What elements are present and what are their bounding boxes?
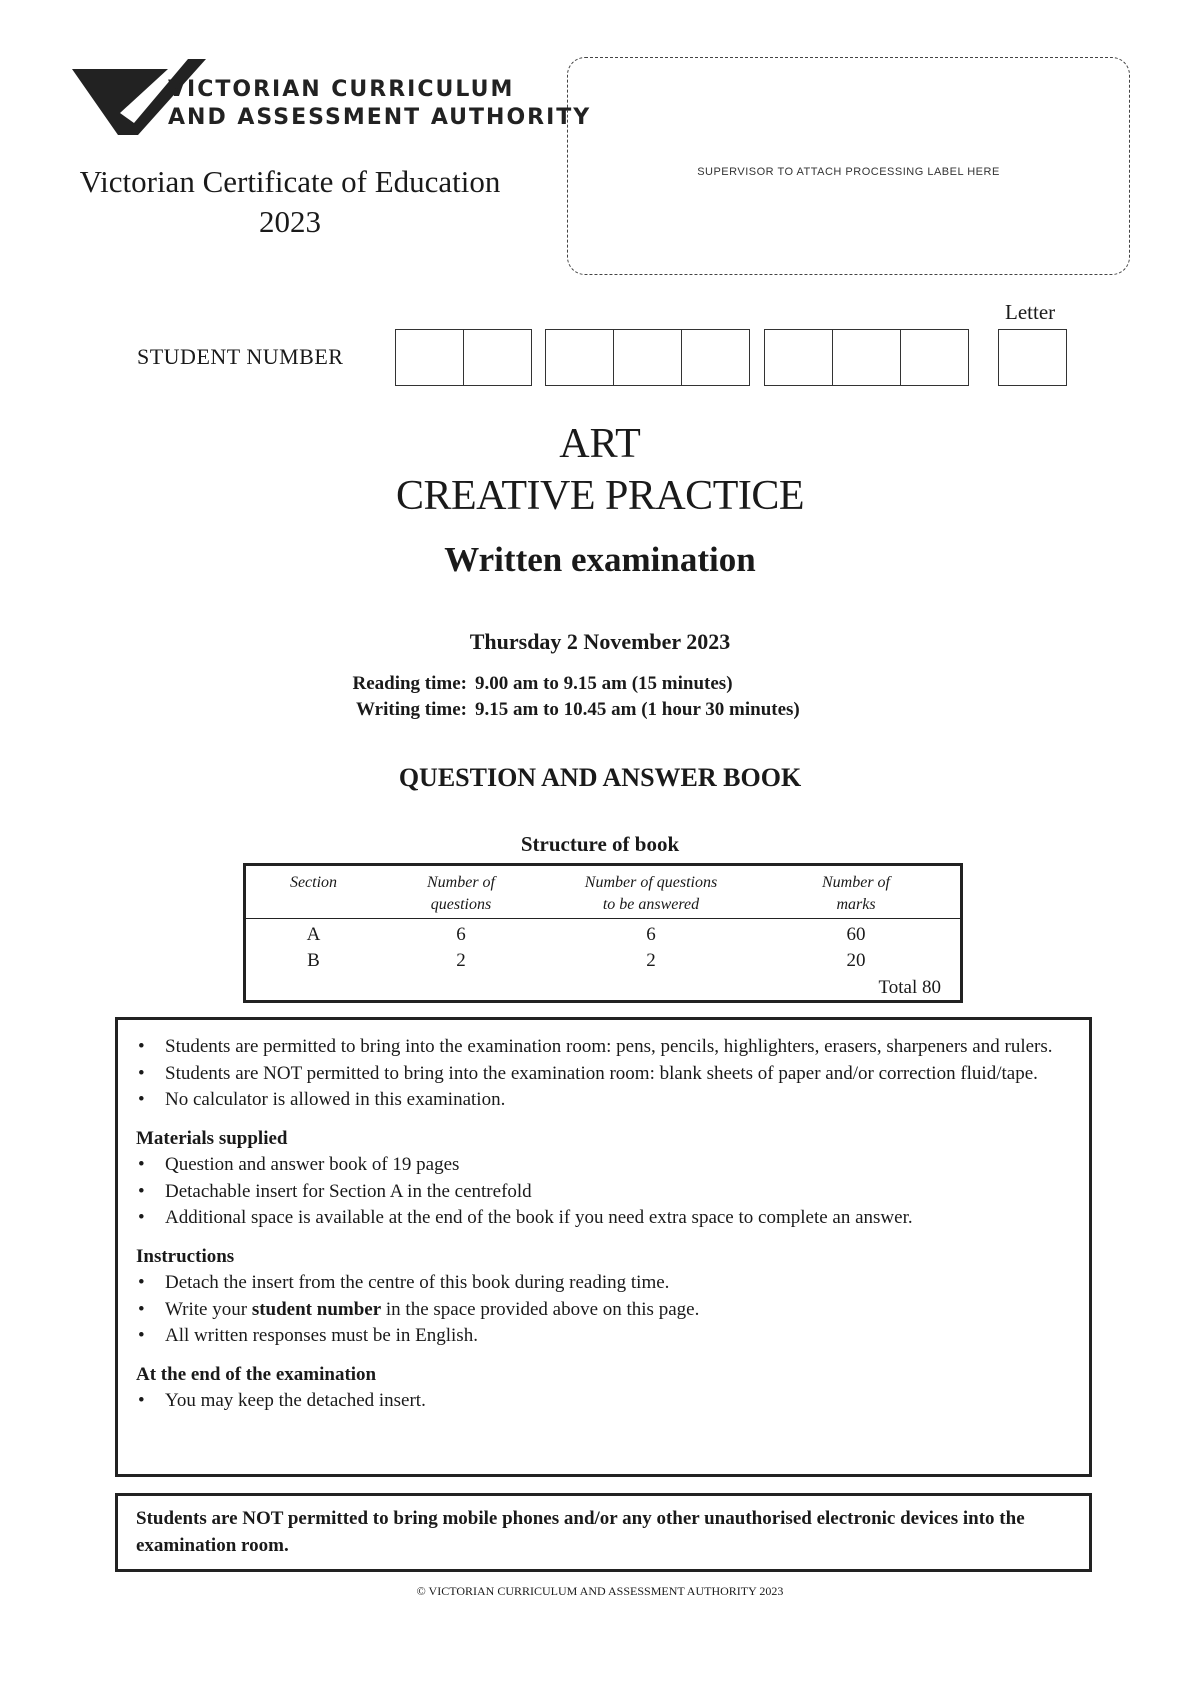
header-text: to be answered [602,896,700,913]
instructions-list [136,1270,1071,1350]
row-a-marks: 60 [846,924,866,945]
list-item-text: in the space provided above on this page. [381,1298,700,1320]
list-item: • Detachable insert for Section A in the centrefold [136,1179,1071,1206]
certificate-year: 2023 [259,204,321,239]
permitted-items-list [136,1034,1071,1114]
student-number-digit-box[interactable] [463,329,532,386]
row-a-answered: 6 [646,924,656,945]
header-section [246,872,381,894]
electronic-devices-warning: Students are NOT permitted to bring mobile phones and/or any other unauthorised electronic devices into the examination room. [115,1493,1092,1572]
structure-table-header [246,866,960,919]
list-item: • All written responses must be in English. [136,1323,1071,1350]
header-text: Number of [427,874,495,891]
header-number-of-questions [386,872,536,916]
student-number-digit-box[interactable] [764,329,833,386]
header-number-of-marks [791,872,921,916]
instructions-heading: Instructions [136,1245,235,1267]
structure-title: Structure of book [520,832,680,856]
book-type: QUESTION AND ANSWER BOOK [398,763,802,792]
row-a-section: A [306,924,321,945]
subject-title-line-1: ART [559,421,641,467]
header-text: questions [430,896,492,913]
exam-times [330,671,800,723]
writing-time-label: Writing time: [356,699,467,720]
list-item: • Students are NOT permitted to bring into the examination room: blank sheets of paper and/or correction fluid/tape. [136,1061,1071,1088]
reading-time-label: Reading time: [352,673,467,694]
certificate-name: Victorian Certificate of Education [79,164,501,199]
row-b-questions: 2 [456,950,466,971]
header-questions-to-answer [546,872,756,916]
header-text: marks [836,896,876,913]
header-text: Number of questions [584,874,718,891]
list-item: • No calculator is allowed in this examination. [136,1087,1071,1114]
student-number-digit-box[interactable] [681,329,750,386]
list-item: • Students are permitted to bring into the examination room: pens, pencils, highlighters, erasers, sharpeners and rulers. [136,1034,1071,1061]
processing-label-text: SUPERVISOR TO ATTACH PROCESSING LABEL HERE [697,166,1000,178]
writing-time-value: 9.15 am to 10.45 am (1 hour 30 minutes) [475,699,800,720]
authority-line-2: AND ASSESSMENT AUTHORITY [168,105,592,130]
end-of-exam-heading: At the end of the examination [136,1363,377,1385]
row-b-answered: 2 [646,950,656,971]
subject-title-line-2: CREATIVE PRACTICE [395,473,804,519]
exam-date: Thursday 2 November 2023 [469,629,731,654]
list-item-emphasis: student number [251,1298,382,1320]
row-b-section: B [307,950,320,971]
list-item: • You may keep the detached insert. [136,1388,1071,1415]
end-of-exam-list [136,1388,1071,1415]
list-item [136,1297,1071,1324]
list-item: • Question and answer book of 19 pages [136,1152,1071,1179]
reading-time-row [330,671,800,697]
header-text: Number of [822,874,890,891]
student-number-digit-box[interactable] [395,329,464,386]
row-a-questions: 6 [456,924,466,945]
total-marks: Total 80 [878,977,941,998]
writing-time-row [330,697,800,723]
row-b-marks: 20 [846,950,866,971]
structure-table [243,863,963,1003]
student-number-letter-box[interactable] [998,329,1067,386]
instructions-box [115,1017,1092,1477]
materials-heading: Materials supplied [136,1127,288,1149]
list-item: • Detach the insert from the centre of this book during reading time. [136,1270,1071,1297]
student-number-digit-box[interactable] [613,329,682,386]
student-number-digit-box[interactable] [832,329,901,386]
authority-line-1: VICTORIAN CURRICULUM [168,77,515,102]
vcaa-logo-text [168,76,591,132]
list-item-text: Write your [165,1298,252,1320]
student-number-label: STUDENT NUMBER [137,344,344,369]
header-text: Section [289,874,338,891]
reading-time-value: 9.00 am to 9.15 am (15 minutes) [475,673,733,694]
list-item: • Additional space is available at the end of the book if you need extra space to complete an answer. [136,1205,1071,1232]
copyright-footer: © VICTORIAN CURRICULUM AND ASSESSMENT AUTHORITY 2023 [416,1584,784,1598]
certificate-title [55,162,525,242]
student-number-digit-box[interactable] [545,329,614,386]
materials-list [136,1152,1071,1232]
letter-label: Letter [1005,300,1056,324]
exam-type: Written examination [444,540,756,579]
student-number-digit-box[interactable] [900,329,969,386]
